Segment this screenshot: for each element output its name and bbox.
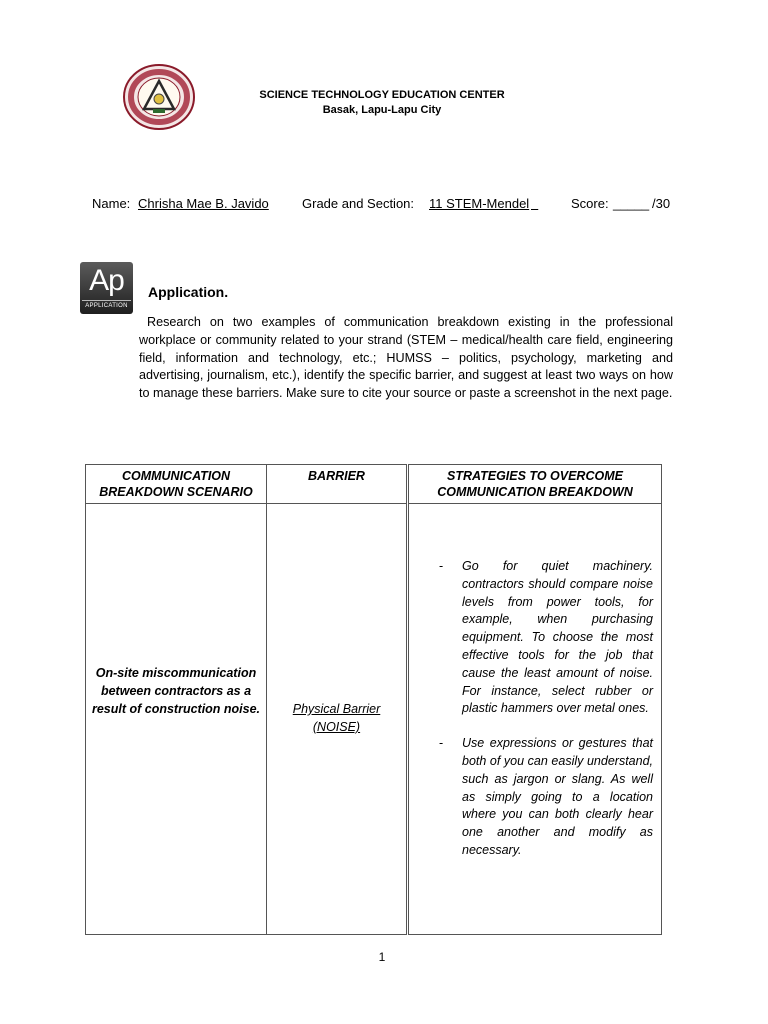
name-value: Chrisha Mae B. Javido xyxy=(138,196,269,211)
strategies-list xyxy=(439,558,653,877)
score-total: /30 xyxy=(652,196,671,211)
table-header-row xyxy=(86,465,662,504)
school-seal-logo xyxy=(122,63,196,131)
instructions-paragraph: Research on two examples of communication breakdown existing in the professional workplace or community related to your strand (STEM – medical/health care field, engineering field, information and technology, etc.; HUMSS – politics, psychology, marketing and advertising, journalism, etc.), identify the specific barrier, and suggest at least two ways on how to manage these barriers. Make sure to cite your source or paste a screenshot in the next page. xyxy=(139,315,673,401)
score-label: Score: xyxy=(571,196,609,211)
school-address: Basak, Lapu-Lapu City xyxy=(322,104,442,116)
score-blank: _____ xyxy=(613,196,650,211)
table-row xyxy=(86,504,662,935)
barrier-detail: (NOISE) xyxy=(312,720,361,734)
school-name: SCIENCE TECHNOLOGY EDUCATION CENTER xyxy=(259,89,505,101)
barrier-text xyxy=(271,700,402,736)
bullet-dash: - xyxy=(439,736,444,751)
page-number: 1 xyxy=(378,950,386,964)
strategies-cell xyxy=(408,504,662,935)
section-heading: Application. xyxy=(148,284,229,300)
application-icon xyxy=(80,262,133,314)
list-item xyxy=(439,735,653,860)
header-barrier: BARRIER xyxy=(267,465,408,504)
strategy-text: Go for quiet machinery. contractors should compare noise levels from power tools, for example, when purchasing equipment. To choose the most effective tools for the job that cause the least amount of noise. For instance, select rubber or plastic hammers over metal ones. xyxy=(462,559,653,716)
header-scenario: COMMUNICATION BREAKDOWN SCENARIO xyxy=(86,465,267,504)
application-icon-letters: Ap xyxy=(89,264,124,297)
header-strategies: STRATEGIES TO OVERCOME COMMUNICATION BREAKDOWN xyxy=(408,465,662,504)
communication-breakdown-table xyxy=(85,464,662,935)
grade-value: 11 STEM-Mendel xyxy=(429,196,530,211)
barrier-cell xyxy=(267,504,408,935)
barrier-type: Physical Barrier xyxy=(292,702,381,716)
scenario-cell xyxy=(86,504,267,935)
list-item xyxy=(439,558,653,718)
name-label: Name: xyxy=(92,196,131,211)
scenario-text: On-site miscommunication between contractors as a result of construction noise. xyxy=(91,666,261,716)
application-icon-caption: APPLICATION xyxy=(85,303,128,309)
strategy-text: Use expressions or gestures that both of you can easily understand, such as jargon or slang. As well as simply going to a location where you can both clearly hear one another and modify as necessary. xyxy=(462,736,653,857)
bullet-dash: - xyxy=(439,559,444,573)
grade-label: Grade and Section: xyxy=(302,196,415,211)
